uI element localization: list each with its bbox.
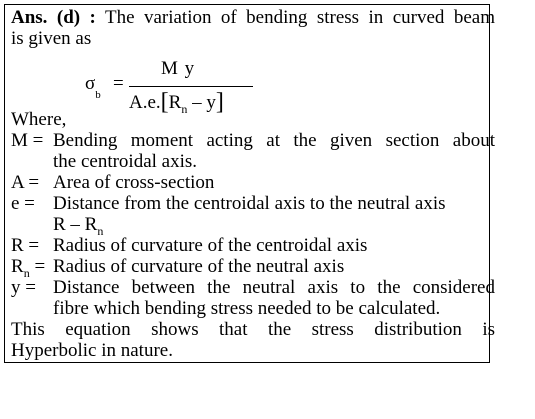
definition-term-m: M = [11,130,44,151]
answer-box [4,4,495,363]
definition-term-a: A = [11,172,40,193]
answer-intro-line-2: is given as [11,28,92,49]
definition-desc-a: Area of cross-section [53,172,215,193]
definition-desc-y-line-2: fibre which bending stress needed to be calculated. [53,298,441,319]
definition-desc-rn: Radius of curvature of the neutral axis [53,256,345,277]
definition-desc-y-line-1: Distance between the neutral axis to the considered [53,277,495,298]
definition-term-r: R = [11,235,40,256]
definition-desc-e-line-2: R – $R_n$ [53,214,104,238]
formula-lhs: $\sigma_b$ [85,73,101,101]
where-label: Where, [11,109,67,130]
definition-desc-m-line-1: Bending moment acting at the given section about [53,130,495,151]
formula-denominator: $A.e.[R_n - y]$ [129,89,224,116]
definition-term-y: y = [11,277,36,298]
answer-label: Ans. (d) : [11,7,96,28]
definition-term-e: e = [11,193,35,214]
conclusion-line-1: This equation shows that the stress distribution is [11,319,495,340]
definition-desc-m-line-2: the centroidal axis. [53,151,198,172]
conclusion-line-2: Hyperbolic in nature. [11,340,173,361]
answer-intro-text: The variation of bending stress in curved beam [104,7,495,28]
definition-desc-e-line-1: Distance from the centroidal axis to the neutral axis [53,193,446,214]
fraction-bar [129,86,253,87]
definition-desc-r: Radius of curvature of the centroidal axis [53,235,368,256]
formula-equals: = [113,73,124,94]
answer-intro-line-1 [11,7,495,28]
bending-stress-formula [85,57,255,117]
definition-term-rn: $R_n$ = [11,256,46,280]
formula-numerator: M y [161,58,196,79]
